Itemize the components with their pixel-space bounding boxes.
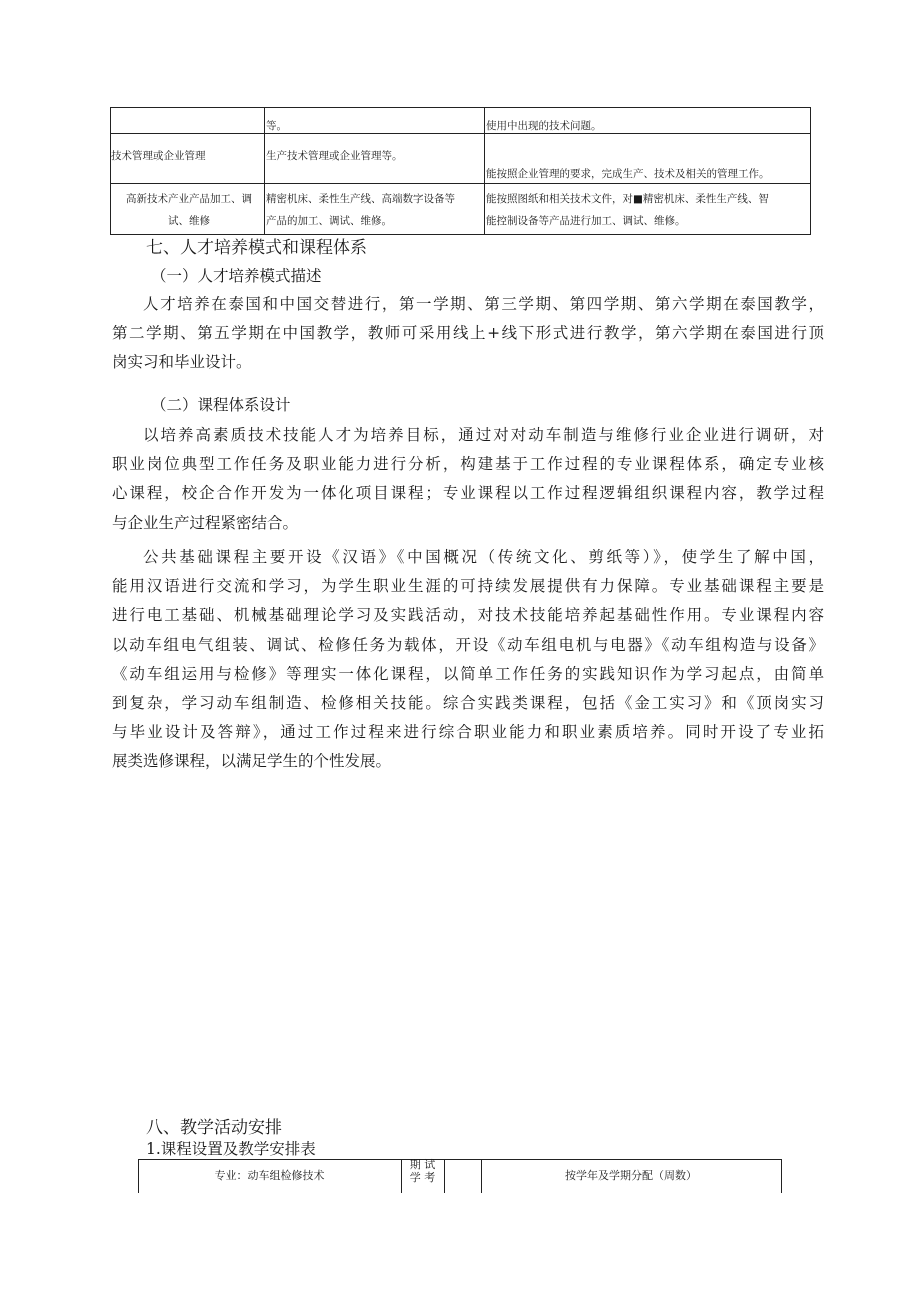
table-cell [486,188,769,232]
table-cell-line: 产品的加工、调试、维修。 [266,215,392,227]
paragraph-line: 展类选修课程，以满足学生的个性发展。 [112,752,392,771]
table-cell-line: 能按照图纸和相关技术文件，对■精密机床、柔性生产线、智 [486,193,769,205]
table-cell: 生产技术管理或企业管理等。 [266,150,403,162]
table-cell-line: 能控制设备等产品进行加工、调试、维修。 [486,215,686,227]
job-ability-table [110,107,811,235]
table-cell [266,188,455,232]
paragraph-line: 与毕业设计及答辩》，通过工作过程来进行综合职业能力和职业素质培养。同时开设了专业拓 [112,723,824,742]
paragraph-line: 岗实习和毕业设计。 [112,353,252,372]
section-heading: 七、人才培养模式和课程体系 [146,238,367,258]
table-header-exam-bottom: 学 考 [409,1171,436,1184]
table-cell [114,188,264,232]
paragraph-line: 人才培养在泰国和中国交替进行，第一学期、第三学期、第四学期、第六学期在泰国教学， [143,295,824,313]
table-header-schedule: 按学年及学期分配（周数） [565,1169,697,1182]
section-heading: 八、教学活动安排 [146,1118,282,1138]
subsection-heading: 1.课程设置及教学安排表 [146,1140,316,1158]
subsection-heading: （一）人才培养模式描述 [151,267,322,285]
table-header-major: 专业：动车组检修技术 [214,1169,325,1182]
subsection-heading: （二）课程体系设计 [151,396,291,414]
course-schedule-table [138,1159,782,1193]
paragraph [112,543,824,777]
table-cell: 使用中出现的技术问题。 [486,120,602,132]
paragraph [112,421,824,538]
table-header-exam [401,1158,444,1184]
table-cell: 能按照企业管理的要求，完成生产、技术及相关的管理工作。 [486,168,770,180]
table-cell: 技术管理或企业管理 [111,150,206,162]
paragraph-line: 第二学期、第五学期在中国教学，教师可采用线上+线下形式进行教学，第六学期在泰国进行顶 [112,324,824,343]
paragraph [112,290,824,378]
table-cell-line: 高新技术产业产品加工、调 [126,193,252,205]
paragraph-line: 职业岗位典型工作任务及职业能力进行分析，构建基于工作过程的专业课程体系，确定专业核 [112,455,824,474]
table-header-exam-top: 期 试 [409,1158,436,1171]
paragraph-line: 以动车组电气组装、调试、检修任务为载体，开设《动车组电机与电器》《动车组构造与设备》 [112,635,824,654]
paragraph-line: 进行电工基础、机械基础理论学习及实践活动，对技术技能培养起基础性作用。专业课程内容 [112,606,824,625]
paragraph-line: 到复杂，学习动车组制造、检修相关技能。综合实践类课程，包括《金工实习》和《顶岗实习 [112,694,824,713]
paragraph-line: 《动车组运用与检修》等理实一体化课程，以简单工作任务的实践知识作为学习起点，由简单 [112,664,824,683]
paragraph-line: 以培养高素质技术技能人才为培养目标，通过对对动车制造与维修行业企业进行调研，对 [143,426,824,444]
paragraph-line: 与企业生产过程紧密结合。 [112,513,299,532]
table-cell: 等。 [266,120,287,132]
paragraph-line: 能用汉语进行交流和学习，为学生职业生涯的可持续发展提供有力保障。专业基础课程主要是 [112,577,824,596]
table-cell-line: 精密机床、柔性生产线、高端数字设备等 [266,193,455,205]
paragraph-line: 心课程，校企合作开发为一体化项目课程；专业课程以工作过程逻辑组织课程内容，教学过程 [112,484,824,503]
paragraph-line: 公共基础课程主要开设《汉语》《中国概况（传统文化、剪纸等）》，使学生了解中国， [143,548,824,566]
table-cell-line: 试、维修 [168,215,210,227]
